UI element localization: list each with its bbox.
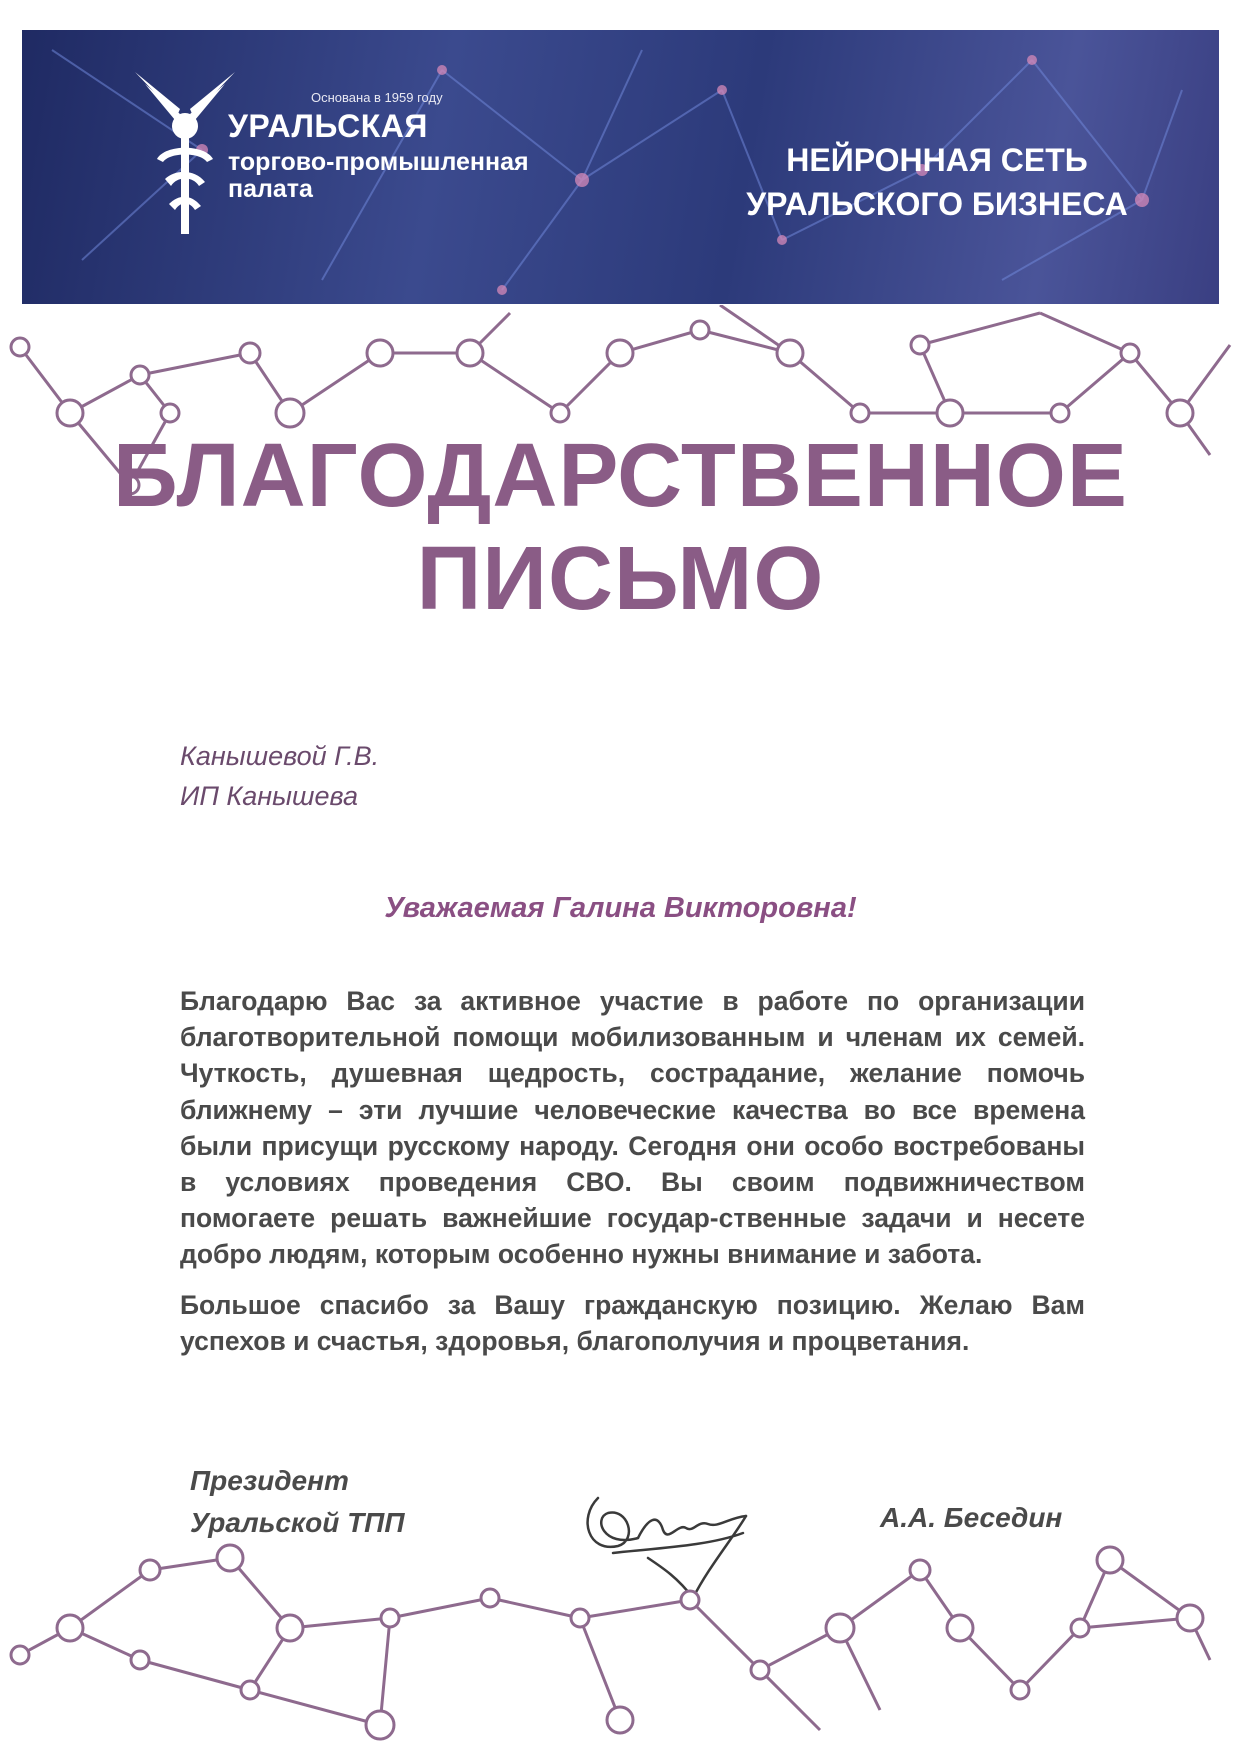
letter-title-line1: БЛАГОДАРСТВЕННОЕ xyxy=(113,426,1128,526)
header-banner xyxy=(22,30,1219,304)
founded-note: Основана в 1959 году xyxy=(311,90,443,105)
signatory-name: А.А. Беседин xyxy=(880,1502,1063,1533)
signatory-position xyxy=(190,1460,404,1544)
org-name-line3: палата xyxy=(228,175,313,203)
network-decoration-bottom xyxy=(0,1540,1241,1755)
letter-title-line2: ПИСЬМО xyxy=(416,529,825,629)
org-name-line1: УРАЛЬСКАЯ xyxy=(228,108,428,144)
slogan xyxy=(742,138,1132,226)
addressee-block xyxy=(180,736,379,816)
addressee-company: ИП Канышева xyxy=(180,781,358,811)
addressee-name: Канышевой Г.В. xyxy=(180,741,380,771)
signatory-position-line1: Президент xyxy=(190,1465,349,1496)
org-name-line2: торгово-промышленная xyxy=(228,148,529,176)
greeting: Уважаемая Галина Викторовна! xyxy=(384,892,857,924)
body-paragraph-1: Благодарю Вас за активное участие в работе по организации благотворительной помощи мобилизованным и членам их семей. Чуткость, душевная щедрость, сострадание, желание помочь ближнему – эти лучшие человеческие качества во все времена были присущи русскому народу. Сегодня они особо востребованы в условиях проведения СВО. Вы своим подвижничеством помогаете решать важнейшие государ-ственные задачи и несете добро людям, которым особенно нужны внимание и забота. xyxy=(180,986,1085,1270)
letter-body xyxy=(180,983,1085,1373)
organization-name xyxy=(228,110,529,202)
slogan-line2: УРАЛЬСКОГО БИЗНЕСА xyxy=(746,186,1128,222)
slogan-line1: НЕЙРОННАЯ СЕТЬ xyxy=(786,142,1088,178)
caduceus-logo-icon xyxy=(135,64,235,239)
signatory-position-line2: Уральской ТПП xyxy=(190,1507,405,1538)
body-paragraph-2: Большое спасибо за Вашу гражданскую позицию. Желаю Вам успехов и счастья, здоровья, благополучия и процветания. xyxy=(180,1289,1085,1356)
